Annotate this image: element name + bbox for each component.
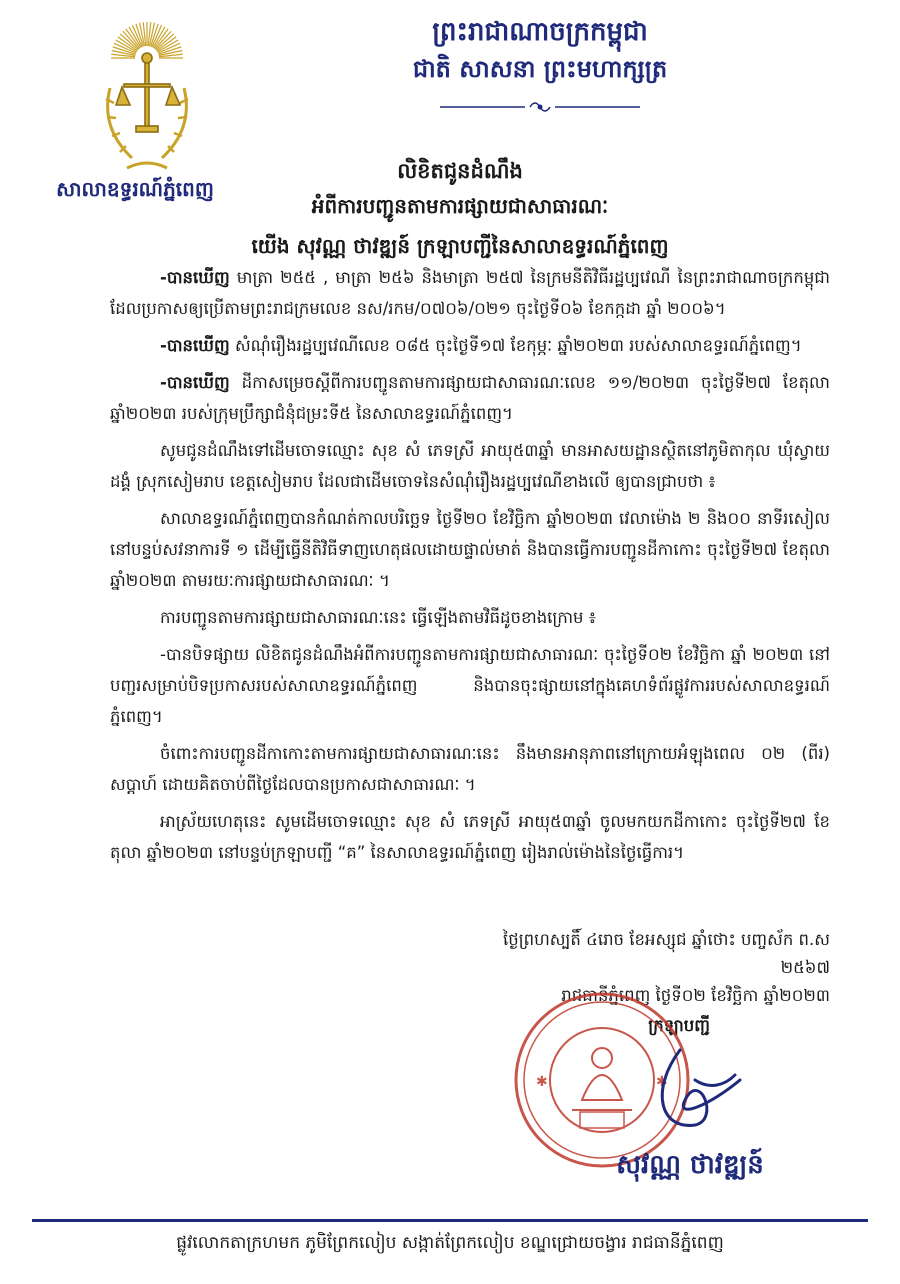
footer-divider [32,1219,868,1222]
paragraph [110,367,830,429]
paragraph-text: សូមជូនដំណឹងទៅដើមចោទឈ្មោះ សុខ សំ ភេទស្រី អាយុ៥៣ឆ្នាំ មានអាសយដ្ឋានស្ថិតនៅភូមិតាកុល ឃុំស្វាយដង្គំ ស្រុកសៀមរាប ខេត្តសៀមរាប ដែលជាដើមចោទនៃសំណុំរឿងរដ្ឋប្បវេណីខាងលើ ឲ្យបានជ្រាបថា ៖ [110,441,830,491]
paragraph-text: -បានបិទផ្សាយ លិខិតជូនដំណឹងអំពីការបញ្ជូនតាមការផ្សាយជាសាធារណៈ ចុះថ្ងៃទី០២ ខែវិច្ឆិកា ឆ្នាំ ២០២៣ នៅបញ្ជរសម្រាប់បិទប្រកាសរបស់សាលាឧទ្ធរណ៍ភ្នំពេញ និងបានចុះផ្សាយនៅក្នុងគេហទំព័រផ្លូវការរបស់សាលាឧទ្ធរណ៍ភ្នំពេញ។ [110,645,830,726]
footer-address: ផ្លូវលោកតាក្រហមក ភូមិព្រែកលៀប សង្កាត់ព្រែកលៀប ខណ្ឌជ្រោយចង្វារ រាជធានីភ្នំពេញ [176,1233,724,1253]
paragraph [110,602,830,633]
svg-text:✱: ✱ [536,1074,548,1090]
paragraph [110,435,830,497]
lunar-date: ថ្ងៃព្រហស្បតិ៍ ៤រោច ខែអស្សុជ ឆ្នាំថោះ បញ្ចស័ក ព.ស ២៥៦៧ [503,930,830,977]
national-motto: ជាតិ សាសនា ព្រះមហាក្សត្រ [412,55,668,83]
paragraph-text: អាស្រ័យហេតុនេះ សូមដើមចោទឈ្មោះ សុខ សំ ភេទស្រី អាយុ៥៣ឆ្នាំ ចូលមកយកដីកាកោះ ចុះថ្ងៃទី២៧ ខែតុលា ឆ្នាំ២០២៣ នៅបន្ទប់ក្រឡាបញ្ជី “គ” នៃសាលាឧទ្ធរណ៍ភ្នំពេញ រៀងរាល់ម៉ោងនៃថ្ងៃធ្វើការ។ [110,812,830,862]
paragraph-lead: -បានឃើញ [160,336,230,355]
kingdom-heading: ព្រះរាជាណាចក្រកម្ពុជា [432,17,648,47]
paragraph-text: ដីកាសម្រេចស្តីពីការបញ្ជូនតាមការផ្សាយជាសាធារណៈលេខ ១១/២០២៣ ចុះថ្ងៃទី២៧ ខែតុលា ឆ្នាំ២០២៣ របស់ក្រុមប្រឹក្សាជំនុំជម្រះទី៥ នៃសាលាឧទ្ធរណ៍ភ្នំពេញ។ [110,373,830,423]
paragraph-lead: -បានឃើញ [160,268,230,287]
document-body [110,262,830,874]
court-scales-emblem-icon [92,18,202,178]
paragraph-text: សំណុំរឿងរដ្ឋប្បវេណីលេខ ០៨៥ ចុះថ្ងៃទី១៧ ខែកុម្ភៈ ឆ្នាំ២០២៣ របស់សាលាឧទ្ធរណ៍ភ្នំពេញ។ [229,336,802,355]
paragraph-text: ការបញ្ជូនតាមការផ្សាយជាសាធារណៈនេះ ធ្វើឡើងតាមវិធីដូចខាងក្រោម ៖ [160,608,597,627]
paragraph [110,738,830,800]
signer-role: ក្រឡាបញ្ជី [648,1016,710,1035]
court-name: សាលាឧទ្ធរណ៍ភ្នំពេញ [56,177,214,201]
paragraph [110,503,830,596]
paragraph [110,262,830,324]
svg-text:✱: ✱ [656,1074,668,1090]
decorative-divider-icon [430,96,650,118]
paragraph-text: សាលាឧទ្ធរណ៍ភ្នំពេញបានកំណត់កាលបរិច្ឆេទ ថ្ងៃទី២០ ខែវិច្ឆិកា ឆ្នាំ២០២៣ វេលាម៉ោង ២ និង០០ នាទីរសៀល នៅបន្ទប់សវនាការទី ១ ដើម្បីធ្វើនីតិវិធីទាញហេតុផលដោយផ្ទាល់មាត់ និងបានធ្វើការបញ្ជូនដីកាកោះ ចុះថ្ងៃទី២៧ ខែតុលា ឆ្នាំ២០២៣ តាមរយៈការផ្សាយជាសាធារណៈ ។ [110,509,830,590]
solar-date: រាជធានីភ្នំពេញ ថ្ងៃទី០២ ខែវិច្ឆិកា ឆ្នាំ២០២៣ [561,986,830,1005]
paragraph [110,330,830,361]
paragraph-text: ចំពោះការបញ្ជូនដីកាកោះតាមការផ្សាយជាសាធារណៈនេះ នឹងមានអានុភាពនៅក្រោយអំឡុងពេល ០២ (ពីរ) សប្តាហ៍ ដោយគិតចាប់ពីថ្ងៃដែលបានប្រកាសជាសាធារណៈ ។ [110,744,830,794]
document-title: លិខិតជូនដំណឹង [397,159,523,183]
issuer-line: យើង សុវណ្ណ ថាវឌ្ឍន៍ ក្រឡាបញ្ជីនៃសាលាឧទ្ធរណ៍ភ្នំពេញ [251,234,669,258]
paragraph [110,639,830,732]
paragraph-text: មាត្រា ២៥៥ , មាត្រា ២៥៦ និងមាត្រា ២៥៧ នៃក្រមនីតិវិធីរដ្ឋប្បវេណី នៃព្រះរាជាណាចក្រកម្ពុជា ដែលប្រកាសឲ្យប្រើតាមព្រះរាជក្រមលេខ នស/រកម/០៧០៦/០២១ ចុះថ្ងៃទី០៦ ខែកក្កដា ឆ្នាំ ២០០៦។ [110,268,830,318]
document-subtitle: អំពីការបញ្ជូនតាមការផ្សាយជាសាធារណៈ [311,194,609,218]
signer-name: សុវណ្ណ ថាវឌ្ឍន៍ [616,1150,764,1180]
paragraph-lead: -បានឃើញ [160,373,230,392]
paragraph [110,806,830,868]
handwritten-signature [640,1030,750,1140]
